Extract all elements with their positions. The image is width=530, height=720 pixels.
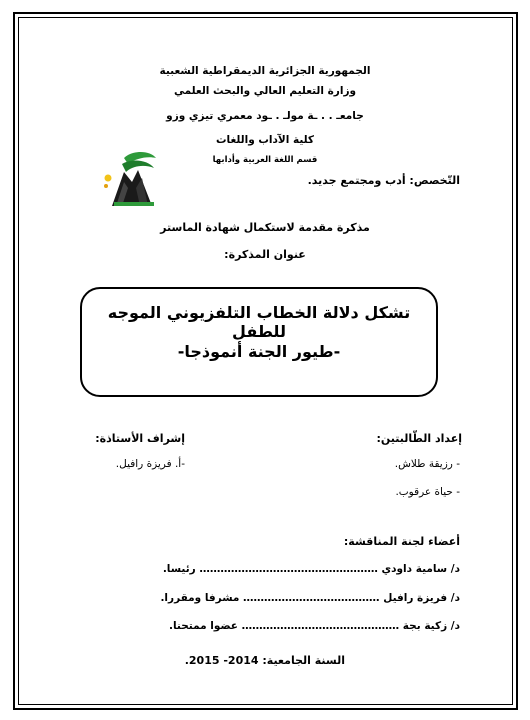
memo-title-label: عنوان المذكرة: [224,248,306,261]
committee-dots: ……………………………………… [241,620,400,632]
academic-year: السنة الجامعية: 2014- 2015. [184,654,345,667]
ministry-line: وزارة التعليم العالي والبحث العلمي [173,85,357,97]
committee-dots: …………………………………………… [199,563,378,575]
republic-line: الجمهورية الجزائرية الديمقراطية الشعبية [159,65,371,77]
student-name-1: - رزيقة طلاش. [394,458,460,470]
memo-line: مذكرة مقدمة لاستكمال شهادة الماستر [160,221,370,234]
university-line: جامعـ . . ـة مولـ . ـود معمري تيزي وزو [166,110,364,122]
specialty-line: التّخصص: أدب ومجتمع جديد. [307,174,460,187]
committee-member-role: عضوا ممتحنا. [169,620,238,632]
committee-row-3 [60,620,460,632]
committee-row-1 [60,563,460,575]
memo-title-box [80,287,438,397]
committee-member-name: د/ فريزة رافيل [383,592,460,604]
committee-member-name: د/ سامية داودي [381,563,460,575]
committee-member-name: د/ زكية بجة [402,620,460,632]
committee-dots: ………………………………… [243,592,380,604]
committee-member-role: مشرفا ومقررا. [160,592,240,604]
memo-title-line2: -طيور الجنة أنموذجا- [177,342,341,361]
faculty-line: كلية الآداب واللغات [215,134,315,146]
student-name-2: - حياة عرقوب. [395,486,460,498]
committee-member-role: رئيسا. [162,563,196,575]
supervisor-label: إشراف الأستاذة: [95,432,185,445]
department-line: قسم اللغة العربية وأدابها [212,155,318,165]
students-label: إعداد الطّالبتين: [376,432,462,445]
university-logo-icon [102,148,162,212]
supervisor-name: -أ. فريزة رافيل. [115,458,185,470]
memo-title-line1: تشكل دلالة الخطاب التلفزيوني الموجه للطفل [107,303,411,341]
committee-row-2 [60,592,460,604]
committee-label: أعضاء لجنة المناقشة: [343,535,460,548]
